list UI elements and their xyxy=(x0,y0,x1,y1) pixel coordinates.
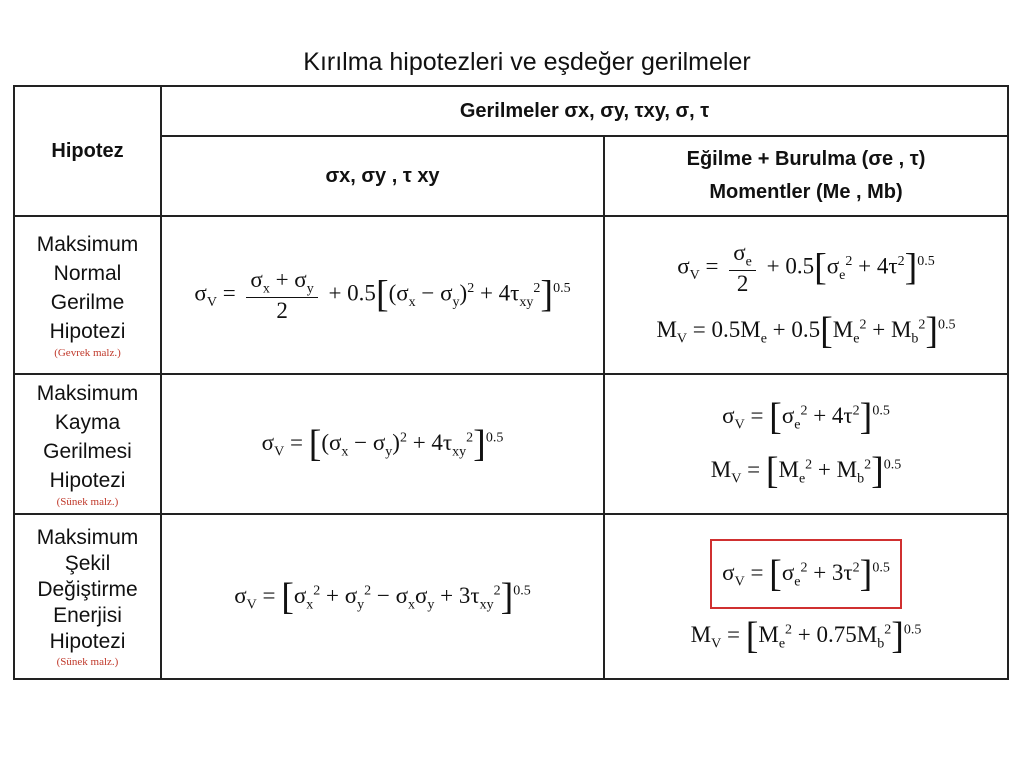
equation-bending-torsion xyxy=(604,514,1008,679)
hypotheses-table xyxy=(13,85,1009,680)
table-row xyxy=(14,374,1008,514)
name-line: Hipotezi xyxy=(49,469,126,492)
name-line: Değiştirme xyxy=(37,577,138,601)
equation-moment: $M_V = [M_e^2 + M_b^2]^{0.5}$ xyxy=(710,450,902,492)
equation-general: $\sigma_V = [(\sigma_x - \sigma_y)^2 + 4\tau_{xy}^2]^{0.5}$ xyxy=(161,374,604,514)
material-note: (Sünek malz.) xyxy=(56,496,119,508)
name-line: Normal xyxy=(53,262,122,285)
header-moments-line: Momentler (Me , Mb) xyxy=(709,181,903,203)
material-note: (Gevrek malz.) xyxy=(54,347,121,359)
header-bending-line: Eğilme + Burulma (σe , τ) xyxy=(686,148,926,170)
equation-moment: $M_V = 0.5M_e + 0.5[M_e^2 + M_b^2]^{0.5}$ xyxy=(656,310,956,353)
header-hypothesis: Hipotez xyxy=(14,86,161,216)
header-stresses: Gerilmeler σx, σy, τxy, σ, τ xyxy=(161,86,1008,136)
page-title: Kırılma hipotezleri ve eşdeğer gerilmeler xyxy=(303,48,751,76)
name-line: Hipotezi xyxy=(49,320,126,343)
name-line: Hipotezi xyxy=(49,629,126,653)
table-row xyxy=(14,514,1008,679)
equation-moment: $M_V = [M_e^2 + 0.75M_b^2]^{0.5}$ xyxy=(690,614,922,657)
equation-general: $\sigma_V = [\sigma_x^2 + \sigma_y^2 - \sigma_x\sigma_y + 3\tau_{xy}^2]^{0.5}$ xyxy=(161,514,604,679)
name-line: Maksimum xyxy=(36,233,139,256)
header-bending-torsion xyxy=(604,136,1008,216)
name-line: Enerjisi xyxy=(53,603,122,627)
name-line: Gerilme xyxy=(50,291,125,314)
equation-general: $\sigma_V$ = $\frac{\sigma_x + \sigma_y}{2}$ + $0.5[(\sigma_x - \sigma_y)^2 + 4\tau_{xy}^2]^{0.5}$ xyxy=(161,216,604,374)
name-line: Gerilmesi xyxy=(43,440,132,463)
material-note: (Sünek malz.) xyxy=(56,655,119,668)
equation-stress: $\sigma_V$ = $\frac{\sigma_e}{2}$ + $0.5[\sigma_e^2 + 4\tau^2]^{0.5}$ xyxy=(677,239,935,296)
table-row xyxy=(14,216,1008,374)
equation-stress: $\sigma_V = [\sigma_e^2 + 4\tau^2]^{0.5}$ xyxy=(722,396,890,438)
hypothesis-name xyxy=(14,514,161,679)
name-line: Maksimum xyxy=(36,525,139,549)
hypothesis-name xyxy=(14,216,161,374)
hypothesis-name xyxy=(14,374,161,514)
name-line: Maksimum xyxy=(36,382,139,405)
highlighted-equation-stress: $\sigma_V = [\sigma_e^2 + 3\tau^2]^{0.5}$ xyxy=(710,539,902,609)
name-line: Kayma xyxy=(54,411,121,434)
equation-bending-torsion xyxy=(604,374,1008,514)
header-general-stresses: σx, σy , τ xy xyxy=(161,136,604,216)
name-line: Şekil xyxy=(64,551,111,575)
equation-bending-torsion xyxy=(604,216,1008,374)
